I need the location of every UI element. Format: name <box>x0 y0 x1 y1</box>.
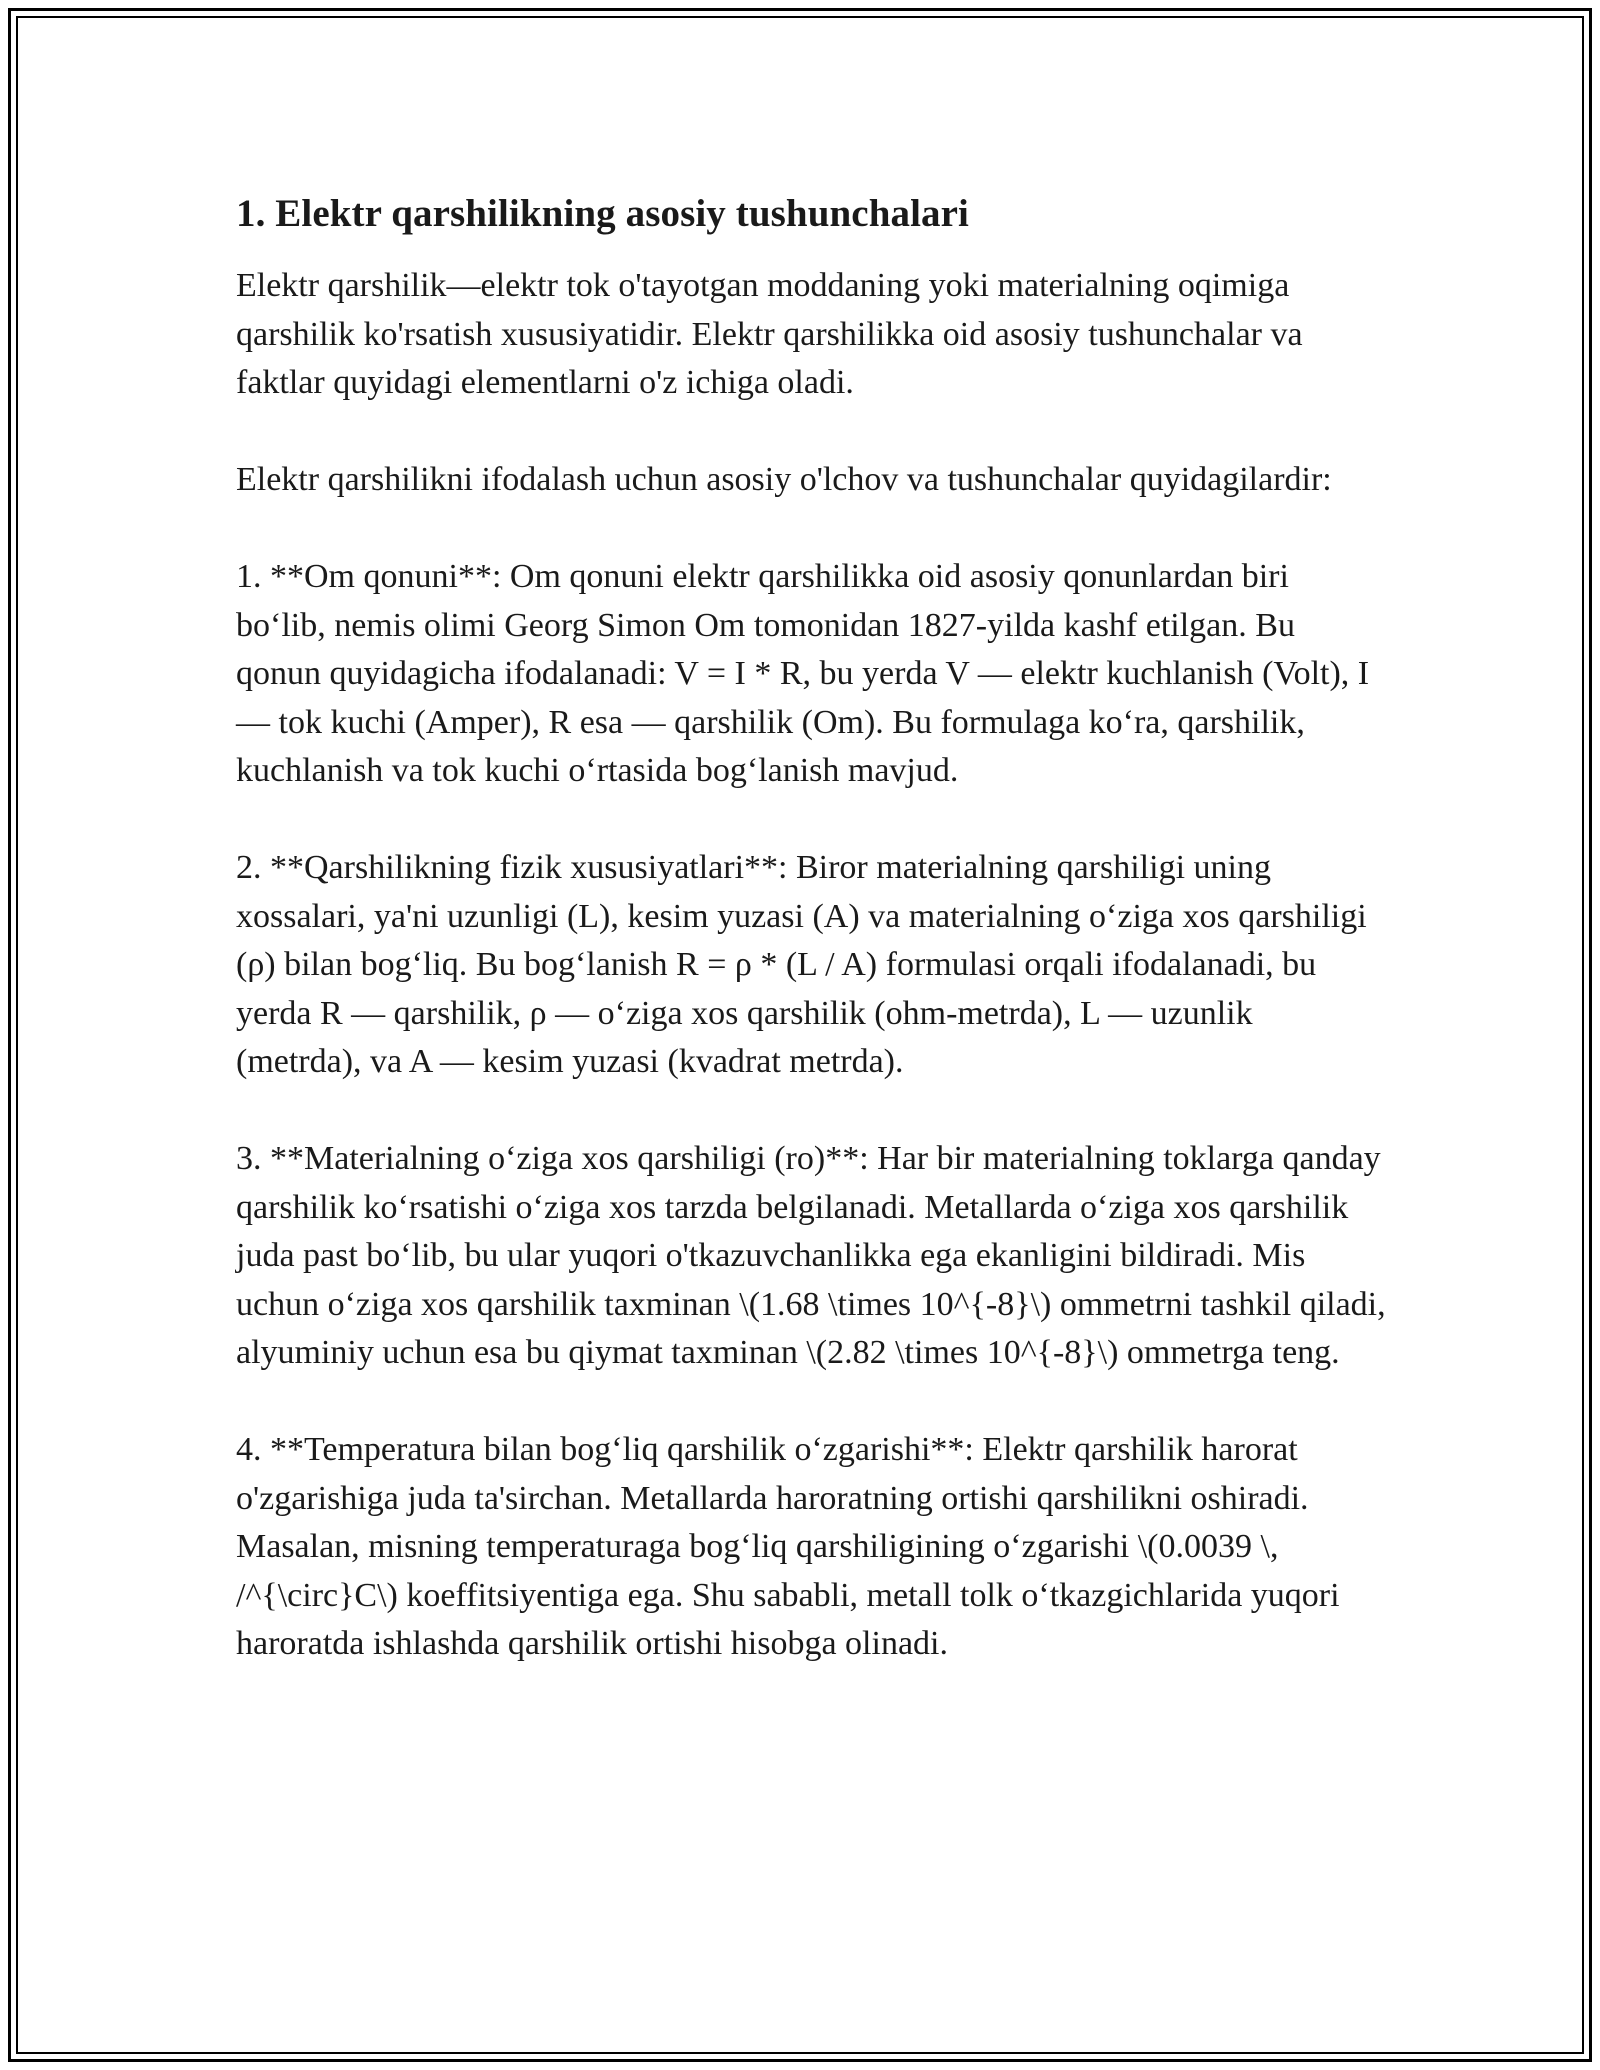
paragraph-physical-properties: 2. **Qarshilikning fizik xususiyatlari**: Biror materialning qarshiligi uning xossalari, ya'ni uzunligi (L), kesim yuzasi (A) va materialning o‘ziga xos qarshiligi (ρ) bilan bog‘liq. Bu bog‘lanish R = ρ * (L / A) formulasi orqali ifodalanadi, bu yerda R — qarshilik, ρ — o‘ziga xos qarshilik (ohm-metrda), L — uzunlik (metrda), va A — kesim yuzasi (kvadrat metrda). <box>236 849 1367 1080</box>
paragraph-resistivity: 3. **Materialning o‘ziga xos qarshiligi (ro)**: Har bir materialning toklarga qanday qarshilik ko‘rsatishi o‘ziga xos tarzda belgilanadi. Metallarda o‘ziga xos qarshilik juda past bo‘lib, bu ular yuqori o'tkazuvchanlikka ega ekanligini bildiradi. Mis uchun o‘ziga xos qarshilik taxminan \(1.68 \times 10^{-8}\) ommetrni tashkil qiladi, alyuminiy uchun esa bu qiymat taxminan \(2.82 \times 10^{-8}\) ommetrga teng. <box>236 1140 1386 1371</box>
section-heading: 1. Elektr qarshilikning asosiy tushunchalari <box>236 192 969 235</box>
document-body <box>236 188 1386 1717</box>
paragraph-temperature: 4. **Temperatura bilan bog‘liq qarshilik o‘zgarishi**: Elektr qarshilik harorat o'zgarishiga juda ta'sirchan. Metallarda haroratning ortishi qarshilikni oshiradi. Masalan, misning temperaturaga bog‘liq qarshiligining o‘zgarishi \(0.0039 \, /^{\circ}C\) koeffitsiyentiga ega. Shu sababli, metall tolk o‘tkazgichlarida yuqori haroratda ishlashda qarshilik ortishi hisobga olinadi. <box>236 1431 1340 1662</box>
paragraph-intro: Elektr qarshilik—elektr tok o'tayotgan moddaning yoki materialning oqimiga qarshilik ko'rsatish xususiyatidir. Elektr qarshilikka oid asosiy tushunchalar va faktlar quyidagi elementlarni o'z ichiga oladi. <box>236 267 1303 401</box>
paragraph-ohms-law: 1. **Om qonuni**: Om qonuni elektr qarshilikka oid asosiy qonunlardan biri bo‘lib, nemis olimi Georg Simon Om tomonidan 1827-yilda kashf etilgan. Bu qonun quyidagicha ifodalanadi: V = I * R, bu yerda V — elektr kuchlanish (Volt), I — tok kuchi (Amper), R esa — qarshilik (Om). Bu formulaga ko‘ra, qarshilik, kuchlanish va tok kuchi o‘rtasida bog‘lanish mavjud. <box>236 558 1370 789</box>
paragraph-list-intro: Elektr qarshilikni ifodalash uchun asosiy o'lchov va tushunchalar quyidagilardir: <box>236 461 1332 498</box>
